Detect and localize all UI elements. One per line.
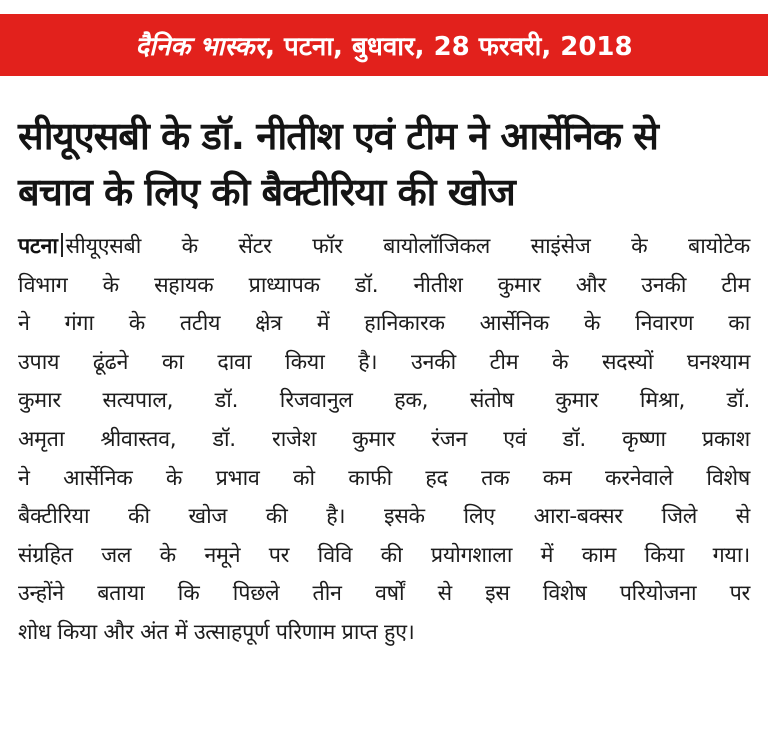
article-line-5: कुमार सत्यपाल, डॉ. रिजवानुल हक, संतोष कुमार मिश्रा, डॉ.	[18, 388, 750, 414]
headline-line-2: बचाव के लिए की बैक्टीरिया की खोज	[18, 170, 515, 214]
article-headline	[18, 108, 753, 220]
article-body	[18, 228, 750, 653]
article-line-8: बैक्टीरिया की खोज की है। इसके लिए आरा-बक्सर जिले से	[18, 504, 750, 530]
masthead-edition-date: , पटना, बुधवार, 28 फरवरी, 2018	[265, 32, 633, 62]
article-line-10: उन्होंने बताया कि पिछले तीन वर्षों से इस विशेष परियोजना पर	[18, 581, 750, 607]
article-line-3: ने गंगा के तटीय क्षेत्र में हानिकारक आर्सेनिक के निवारण का	[18, 311, 750, 337]
article-line-6: अमृता श्रीवास्तव, डॉ. राजेश कुमार रंजन एवं डॉ. कृष्णा प्रकाश	[18, 426, 750, 452]
newspaper-name: दैनिक भास्कर	[135, 32, 266, 62]
article-line-11: शोध किया और अंत में उत्साहपूर्ण परिणाम प्राप्त हुए।	[18, 619, 415, 645]
masthead-banner	[0, 14, 768, 76]
article-line-1	[18, 228, 750, 267]
dateline: पटना	[18, 234, 58, 259]
headline-line-1: सीयूएसबी के डॉ. नीतीश एवं टीम ने आर्सेनिक से	[18, 114, 658, 158]
article-line-9: संग्रहित जल के नमूने पर विवि की प्रयोगशाला में काम किया गया।	[18, 542, 750, 568]
article-line-7: ने आर्सेनिक के प्रभाव को काफी हद तक कम करनेवाले विशेष	[18, 465, 750, 491]
dateline-divider	[61, 233, 63, 257]
article-line-4: उपाय ढूंढने का दावा किया है। उनकी टीम के सदस्यों घनश्याम	[18, 349, 750, 375]
article-line-2: विभाग के सहायक प्राध्यापक डॉ. नीतीश कुमार और उनकी टीम	[18, 272, 750, 298]
masthead-text	[135, 27, 632, 63]
article-line-1-text: सीयूएसबी के सेंटर फॉर बायोलॉजिकल साइंसेज के बायोटेक	[65, 234, 750, 259]
